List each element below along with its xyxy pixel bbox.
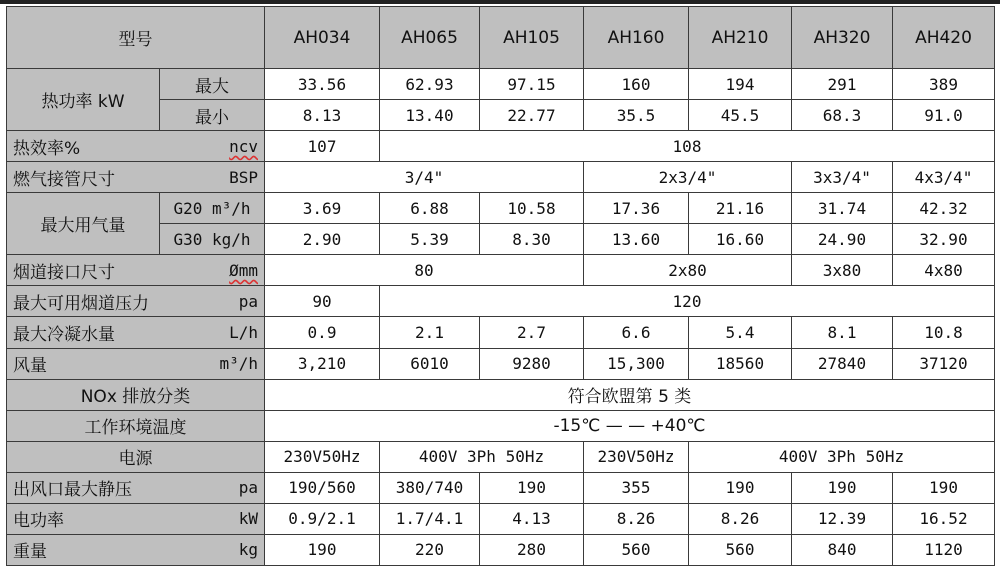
table-cell: 3,210 bbox=[265, 348, 380, 379]
airflow-unit: m³/h bbox=[219, 354, 258, 374]
table-cell: 42.32 bbox=[893, 193, 995, 224]
table-cell: 31.74 bbox=[792, 193, 893, 224]
table-cell: 32.90 bbox=[893, 224, 995, 255]
table-cell: 230V50Hz bbox=[584, 441, 689, 472]
electric-power-row bbox=[7, 503, 995, 534]
gas-use-g20-row bbox=[7, 193, 995, 224]
gas-pipe-row bbox=[7, 162, 995, 193]
table-cell: 400V 3Ph 50Hz bbox=[380, 441, 584, 472]
table-cell: 6010 bbox=[380, 348, 480, 379]
efficiency-label: 热效率% bbox=[13, 138, 81, 159]
table-cell: 37120 bbox=[893, 348, 995, 379]
table-cell: 1.7/4.1 bbox=[380, 503, 480, 534]
table-cell: 21.16 bbox=[689, 193, 792, 224]
table-cell: 13.60 bbox=[584, 224, 689, 255]
table-cell: 107 bbox=[265, 131, 380, 162]
airflow-label: 风量 bbox=[13, 356, 47, 377]
table-cell: 2x3/4" bbox=[584, 162, 792, 193]
model-cell: AH105 bbox=[480, 7, 584, 69]
table-cell: 2x80 bbox=[584, 255, 792, 286]
table-cell: 400V 3Ph 50Hz bbox=[689, 441, 995, 472]
model-cell: AH420 bbox=[893, 7, 995, 69]
table-cell: 560 bbox=[584, 534, 689, 565]
table-cell: 17.36 bbox=[584, 193, 689, 224]
table-cell: 3.69 bbox=[265, 193, 380, 224]
airflow-label-cell bbox=[7, 348, 265, 379]
gas-pipe-unit: BSP bbox=[229, 167, 258, 187]
flue-pressure-label: 最大可用烟道压力 bbox=[13, 293, 149, 314]
table-cell: 291 bbox=[792, 69, 893, 100]
efficiency-label-cell bbox=[7, 131, 265, 162]
spec-table bbox=[6, 6, 995, 566]
nox-label: NOx 排放分类 bbox=[7, 379, 265, 410]
table-cell: 8.1 bbox=[792, 317, 893, 348]
heat-power-max-row bbox=[7, 69, 995, 100]
electric-power-unit: kW bbox=[238, 509, 258, 529]
weight-label-cell bbox=[7, 534, 265, 565]
flue-pressure-unit: pa bbox=[238, 291, 258, 311]
heat-power-min-label: 最小 bbox=[160, 100, 265, 131]
flue-pressure-row bbox=[7, 286, 995, 317]
table-cell: 13.40 bbox=[380, 100, 480, 131]
temp-value: -15℃ — — +40℃ bbox=[265, 410, 995, 441]
gas-pipe-label: 燃气接管尺寸 bbox=[13, 169, 115, 190]
table-cell: 840 bbox=[792, 534, 893, 565]
heat-power-max-label: 最大 bbox=[160, 69, 265, 100]
table-cell: 8.13 bbox=[265, 100, 380, 131]
table-cell: 2.1 bbox=[380, 317, 480, 348]
airflow-row bbox=[7, 348, 995, 379]
electric-power-label-cell bbox=[7, 503, 265, 534]
efficiency-unit: ncv bbox=[229, 136, 258, 156]
table-cell: 91.0 bbox=[893, 100, 995, 131]
table-cell: 8.26 bbox=[689, 503, 792, 534]
gas-pipe-label-cell bbox=[7, 162, 265, 193]
table-cell: 33.56 bbox=[265, 69, 380, 100]
table-cell: 4x3/4" bbox=[893, 162, 995, 193]
table-cell: 2.90 bbox=[265, 224, 380, 255]
table-cell: 280 bbox=[480, 534, 584, 565]
flue-size-unit: Ømm bbox=[229, 260, 258, 280]
table-cell: 194 bbox=[689, 69, 792, 100]
condensate-row bbox=[7, 317, 995, 348]
static-pressure-row bbox=[7, 472, 995, 503]
table-cell: 5.39 bbox=[380, 224, 480, 255]
table-cell: 4.13 bbox=[480, 503, 584, 534]
nox-value: 符合欧盟第 5 类 bbox=[265, 379, 995, 410]
gas-use-g30-label: G30 kg/h bbox=[160, 224, 265, 255]
table-cell: 3x3/4" bbox=[792, 162, 893, 193]
header-row bbox=[7, 7, 995, 69]
flue-pressure-label-cell bbox=[7, 286, 265, 317]
table-cell: 190 bbox=[792, 472, 893, 503]
static-pressure-label: 出风口最大静压 bbox=[13, 480, 132, 501]
table-cell: 8.30 bbox=[480, 224, 584, 255]
top-border-bar bbox=[0, 0, 1000, 4]
table-cell: 16.52 bbox=[893, 503, 995, 534]
table-cell: 190 bbox=[265, 534, 380, 565]
table-cell: 5.4 bbox=[689, 317, 792, 348]
table-cell: 68.3 bbox=[792, 100, 893, 131]
model-label: 型号 bbox=[7, 7, 265, 69]
static-pressure-unit: pa bbox=[238, 478, 258, 498]
gas-use-label: 最大用气量 bbox=[7, 193, 160, 255]
table-cell: 9280 bbox=[480, 348, 584, 379]
table-cell: 10.58 bbox=[480, 193, 584, 224]
gas-use-g20-label: G20 m³/h bbox=[160, 193, 265, 224]
weight-row bbox=[7, 534, 995, 565]
table-cell: 35.5 bbox=[584, 100, 689, 131]
table-cell: 3/4" bbox=[265, 162, 584, 193]
efficiency-row bbox=[7, 131, 995, 162]
table-cell: 15,300 bbox=[584, 348, 689, 379]
table-cell: 18560 bbox=[689, 348, 792, 379]
static-pressure-label-cell bbox=[7, 472, 265, 503]
table-cell: 12.39 bbox=[792, 503, 893, 534]
table-cell: 0.9/2.1 bbox=[265, 503, 380, 534]
table-cell: 108 bbox=[380, 131, 995, 162]
table-cell: 560 bbox=[689, 534, 792, 565]
table-cell: 190/560 bbox=[265, 472, 380, 503]
table-cell: 62.93 bbox=[380, 69, 480, 100]
nox-row bbox=[7, 379, 995, 410]
table-cell: 0.9 bbox=[265, 317, 380, 348]
table-cell: 6.88 bbox=[380, 193, 480, 224]
table-cell: 22.77 bbox=[480, 100, 584, 131]
table-cell: 27840 bbox=[792, 348, 893, 379]
flue-size-label: 烟道接口尺寸 bbox=[13, 262, 115, 283]
table-cell: 160 bbox=[584, 69, 689, 100]
table-cell: 4x80 bbox=[893, 255, 995, 286]
weight-label: 重量 bbox=[13, 542, 47, 563]
table-cell: 220 bbox=[380, 534, 480, 565]
heat-power-label: 热功率 kW bbox=[7, 69, 160, 131]
condensate-unit: L/h bbox=[229, 323, 258, 342]
table-cell: 3x80 bbox=[792, 255, 893, 286]
table-cell: 190 bbox=[689, 472, 792, 503]
table-cell: 97.15 bbox=[480, 69, 584, 100]
table-cell: 10.8 bbox=[893, 317, 995, 348]
table-cell: 6.6 bbox=[584, 317, 689, 348]
power-supply-label: 电源 bbox=[7, 441, 265, 472]
table-cell: 389 bbox=[893, 69, 995, 100]
table-cell: 16.60 bbox=[689, 224, 792, 255]
table-cell: 120 bbox=[380, 286, 995, 317]
model-cell: AH065 bbox=[380, 7, 480, 69]
table-cell: 355 bbox=[584, 472, 689, 503]
table-cell: 230V50Hz bbox=[265, 441, 380, 472]
temp-row bbox=[7, 410, 995, 441]
table-cell: 90 bbox=[265, 286, 380, 317]
table-cell: 45.5 bbox=[689, 100, 792, 131]
condensate-label: 最大冷凝水量 bbox=[13, 325, 115, 345]
flue-size-row bbox=[7, 255, 995, 286]
table-cell: 8.26 bbox=[584, 503, 689, 534]
table-cell: 190 bbox=[893, 472, 995, 503]
weight-unit: kg bbox=[238, 540, 258, 560]
flue-size-label-cell bbox=[7, 255, 265, 286]
model-cell: AH320 bbox=[792, 7, 893, 69]
table-cell: 80 bbox=[265, 255, 584, 286]
table-cell: 190 bbox=[480, 472, 584, 503]
table-cell: 2.7 bbox=[480, 317, 584, 348]
model-cell: AH210 bbox=[689, 7, 792, 69]
table-cell: 380/740 bbox=[380, 472, 480, 503]
table-cell: 1120 bbox=[893, 534, 995, 565]
power-supply-row bbox=[7, 441, 995, 472]
table-cell: 24.90 bbox=[792, 224, 893, 255]
temp-label: 工作环境温度 bbox=[7, 410, 265, 441]
condensate-label-cell bbox=[7, 317, 265, 348]
electric-power-label: 电功率 bbox=[13, 511, 64, 532]
model-cell: AH160 bbox=[584, 7, 689, 69]
model-cell: AH034 bbox=[265, 7, 380, 69]
